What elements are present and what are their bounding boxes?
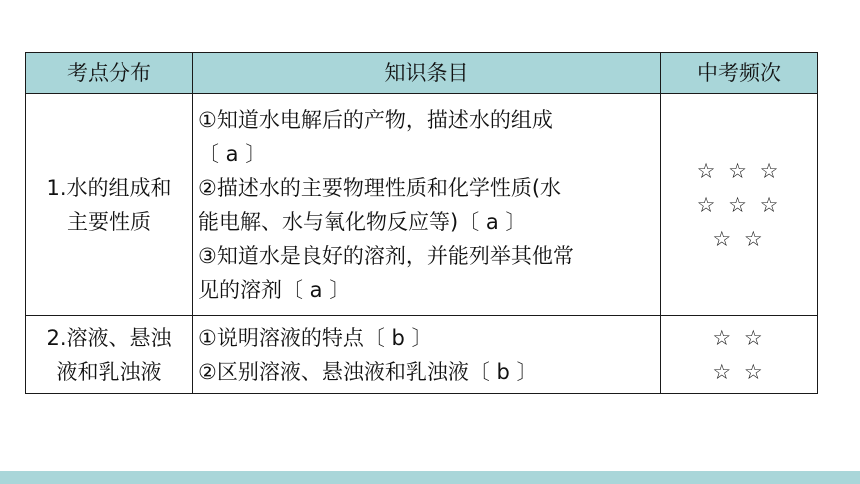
- frequency-stars-cell: [661, 316, 818, 394]
- knowledge-line: ①知道水电解后的产物，描述水的组成: [198, 107, 553, 132]
- header-frequency: 中考频次: [661, 53, 818, 94]
- star-rating-line: ☆ ☆ ☆: [696, 158, 782, 183]
- star-rating-line: ☆ ☆: [712, 226, 766, 251]
- topic-line: 液和乳浊液: [56, 359, 162, 384]
- table-row: [26, 94, 818, 316]
- knowledge-line: ②描述水的主要物理性质和化学性质(水: [198, 175, 562, 200]
- topic-cell: [26, 94, 193, 316]
- table-row: [26, 316, 818, 394]
- topic-line: 主要性质: [67, 209, 151, 234]
- knowledge-line: 见的溶剂〔 a 〕: [198, 277, 351, 302]
- star-rating-line: ☆ ☆ ☆: [696, 192, 782, 217]
- header-topic: 考点分布: [26, 53, 193, 94]
- header-knowledge: 知识条目: [193, 53, 661, 94]
- star-rating-line: ☆ ☆: [712, 359, 766, 384]
- knowledge-cell: [193, 316, 661, 394]
- table-header-row: [26, 53, 818, 94]
- knowledge-line: 〔 a 〕: [198, 141, 267, 166]
- exam-frequency-table: [25, 52, 818, 394]
- star-rating-line: ☆ ☆: [712, 325, 766, 350]
- knowledge-line: ②区别溶液、悬浊液和乳浊液〔 b 〕: [198, 359, 538, 384]
- topic-line: 2.溶液、悬浊: [46, 325, 172, 350]
- topic-cell: [26, 316, 193, 394]
- knowledge-line: 能电解、水与氧化物反应等)〔 a 〕: [198, 209, 527, 234]
- knowledge-cell: [193, 94, 661, 316]
- topic-line: 1.水的组成和: [46, 175, 172, 200]
- knowledge-line: ③知道水是良好的溶剂，并能列举其他常: [198, 243, 574, 268]
- bottom-accent-bar: [0, 471, 860, 484]
- knowledge-line: ①说明溶液的特点〔 b 〕: [198, 325, 433, 350]
- frequency-stars-cell: [661, 94, 818, 316]
